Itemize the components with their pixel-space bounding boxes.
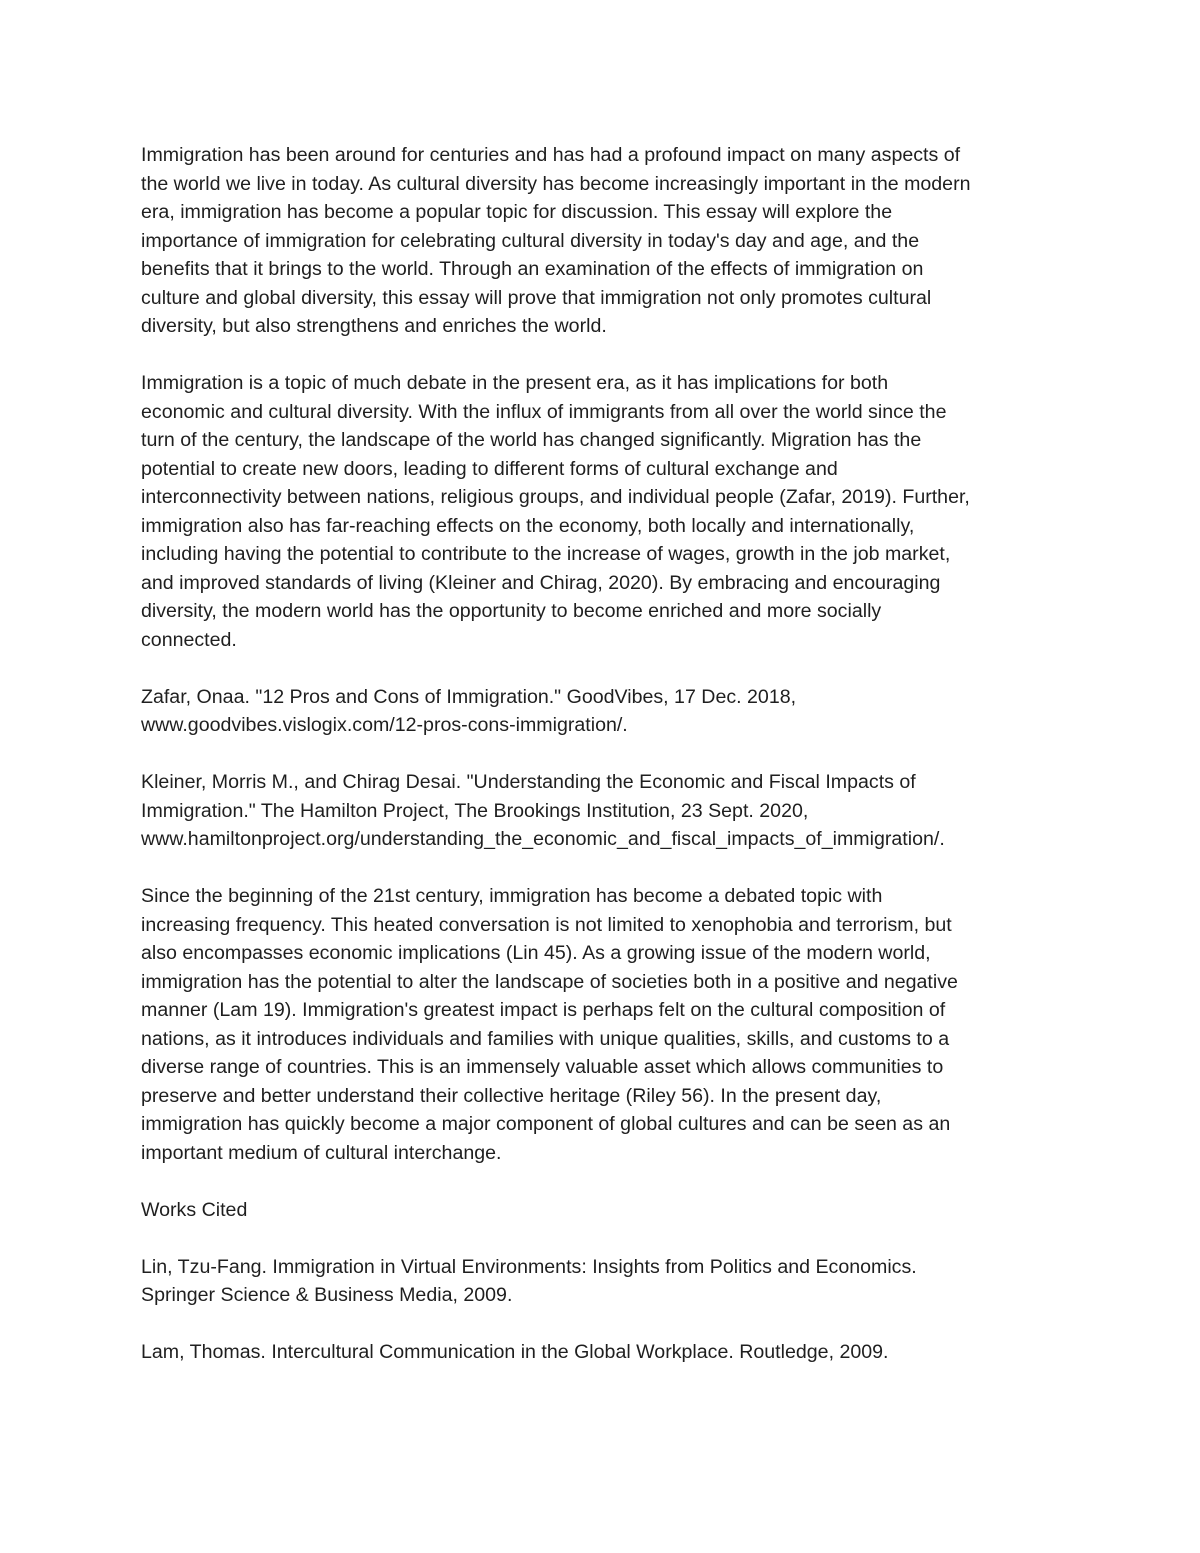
document-body <box>141 141 1066 1367</box>
intro-paragraph: Immigration has been around for centuries and has had a profound impact on many aspects of the world we live in today. As cultural diversity has become increasingly important in the modern era, immigration has become a popular topic for discussion. This essay will explore the importance of immigration for celebrating cultural diversity in today's day and age, and the benefits that it brings to the world. Through an examination of the effects of immigration on culture and global diversity, this essay will prove that immigration not only promotes cultural diversity, but also strengthens and enriches the world. <box>141 144 971 337</box>
works-cited-heading: Works Cited <box>141 1198 248 1221</box>
body-paragraph-debate: Immigration is a topic of much debate in the present era, as it has implications for both economic and cultural diversity. With the influx of immigrants from all over the world since the turn of the century, the landscape of the world has changed significantly. Migration has the potential to create new doors, leading to different forms of cultural exchange and interconnectivity between nations, religious groups, and individual people (Zafar, 2019). Further, immigration also has far-reaching effects on the economy, both locally and internationally, including having the potential to contribute to the increase of wages, growth in the job market, and improved standards of living (Kleiner and Chirag, 2020). By embracing and encouraging diversity, the modern world has the opportunity to become enriched and more socially connected. <box>141 372 970 651</box>
citation-lam: Lam, Thomas. Intercultural Communication in the Global Workplace. Routledge, 2009. <box>141 1341 889 1363</box>
citation-lin: Lin, Tzu-Fang. Immigration in Virtual Environments: Insights from Politics and Economics. Springer Science & Business Media, 2009. <box>141 1255 917 1306</box>
body-paragraph-21st-century: Since the beginning of the 21st century, immigration has become a debated topic with increasing frequency. This heated conversation is not limited to xenophobia and terrorism, but also encompasses economic implications (Lin 45). As a growing issue of the modern world, immigration has the potential to alter the landscape of societies both in a positive and negative manner (Lam 19). Immigration's greatest impact is perhaps felt on the cultural composition of nations, as it introduces individuals and families with unique qualities, skills, and customs to a diverse range of countries. This is an immensely valuable asset which allows communities to preserve and better understand their collective heritage (Riley 56). In the present day, immigration has quickly become a major component of global cultures and can be seen as an important medium of cultural interchange. <box>141 885 958 1164</box>
citation-kleiner: Kleiner, Morris M., and Chirag Desai. "Understanding the Economic and Fiscal Impacts of Immigration." The Hamilton Project, The Brookings Institution, 23 Sept. 2020, www.hamiltonproject.org/understanding_the_economic_and_fiscal_impacts_of_immigration/. <box>141 771 945 850</box>
citation-zafar: Zafar, Onaa. "12 Pros and Cons of Immigration." GoodVibes, 17 Dec. 2018, www.goodvibes.vislogix.com/12-pros-cons-immigration/. <box>141 685 797 736</box>
